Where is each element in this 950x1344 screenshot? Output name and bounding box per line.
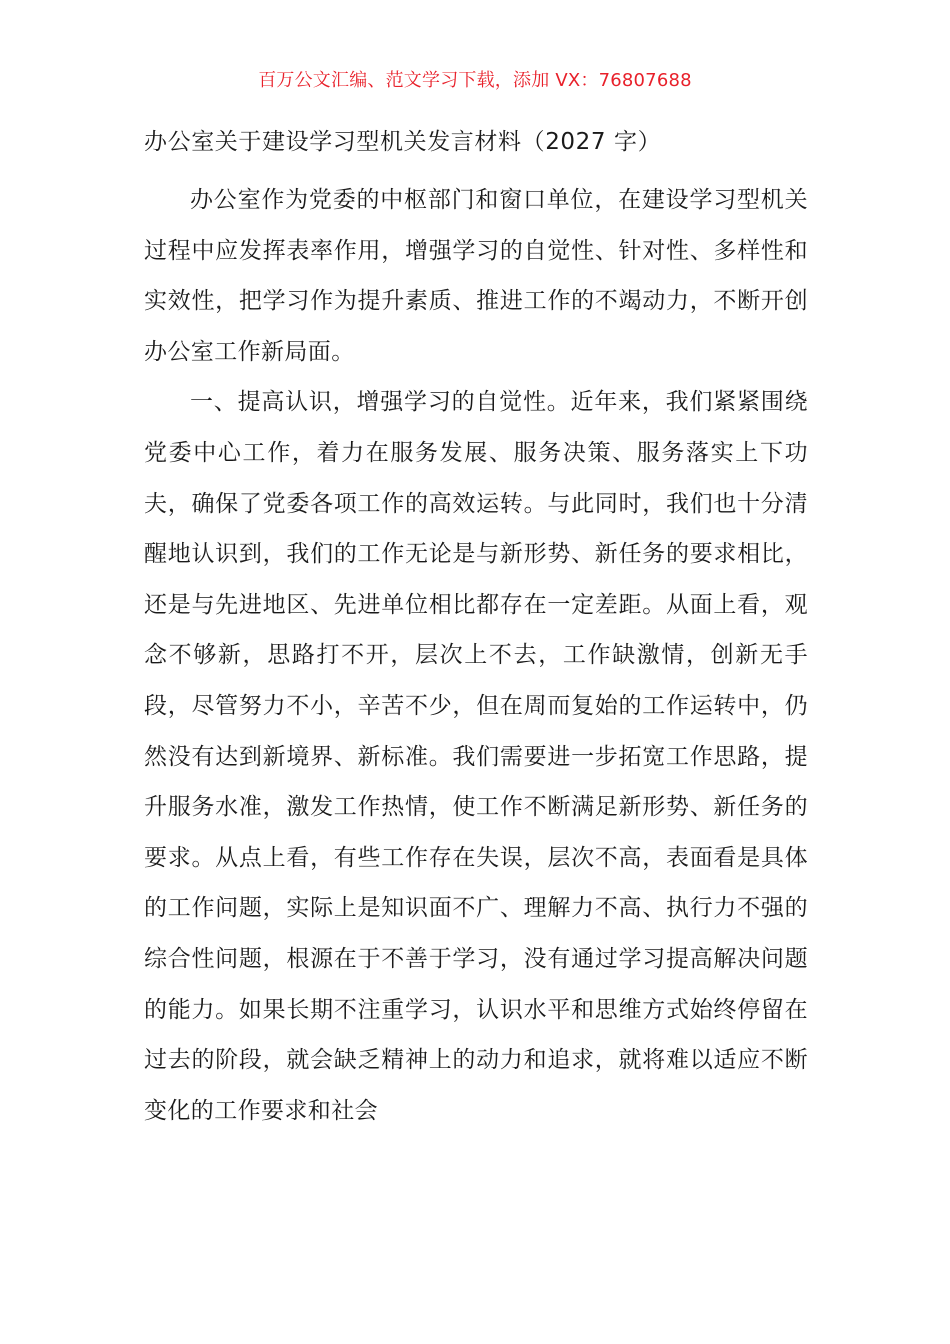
paragraph-section-one: 一、提高认识，增强学习的自觉性。近年来，我们紧紧围绕党委中心工作，着力在服务发展、服务决策、服务落实上下功夫，确保了党委各项工作的高效运转。与此同时，我们也十分清醒地认识到，我们的工作无论是与新形势、新任务的要求相比，还是与先进地区、先进单位相比都存在一定差距。从面上看，观念不够新，思路打不开，层次上不去，工作缺激情，创新无手段，尽管努力不小，辛苦不少，但在周而复始的工作运转中，仍然没有达到新境界、新标准。我们需要进一步拓宽工作思路，提升服务水准，激发工作热情，使工作不断满足新形势、新任务的要求。从点上看，有些工作存在失误，层次不高，表面看是具体的工作问题，实际上是知识面不广、理解力不高、执行力不强的综合性问题，根源在于不善于学习，没有通过学习提高解决问题的能力。如果长期不注重学习，认识水平和思维方式始终停留在过去的阶段，就会缺乏精神上的动力和追求，就将难以适应不断变化的工作要求和社会 xyxy=(144,389,808,1124)
document-body xyxy=(144,175,808,1136)
paragraph-intro: 办公室作为党委的中枢部门和窗口单位，在建设学习型机关过程中应发挥表率作用，增强学习的自觉性、针对性、多样性和实效性，把学习作为提升素质、推进工作的不竭动力，不断开创办公室工作新局面。 xyxy=(144,187,808,365)
document-title: 办公室关于建设学习型机关发言材料（2027 字） xyxy=(144,129,662,155)
promo-header: 百万公文汇编、范文学习下载，添加 VX：76807688 xyxy=(258,70,692,91)
